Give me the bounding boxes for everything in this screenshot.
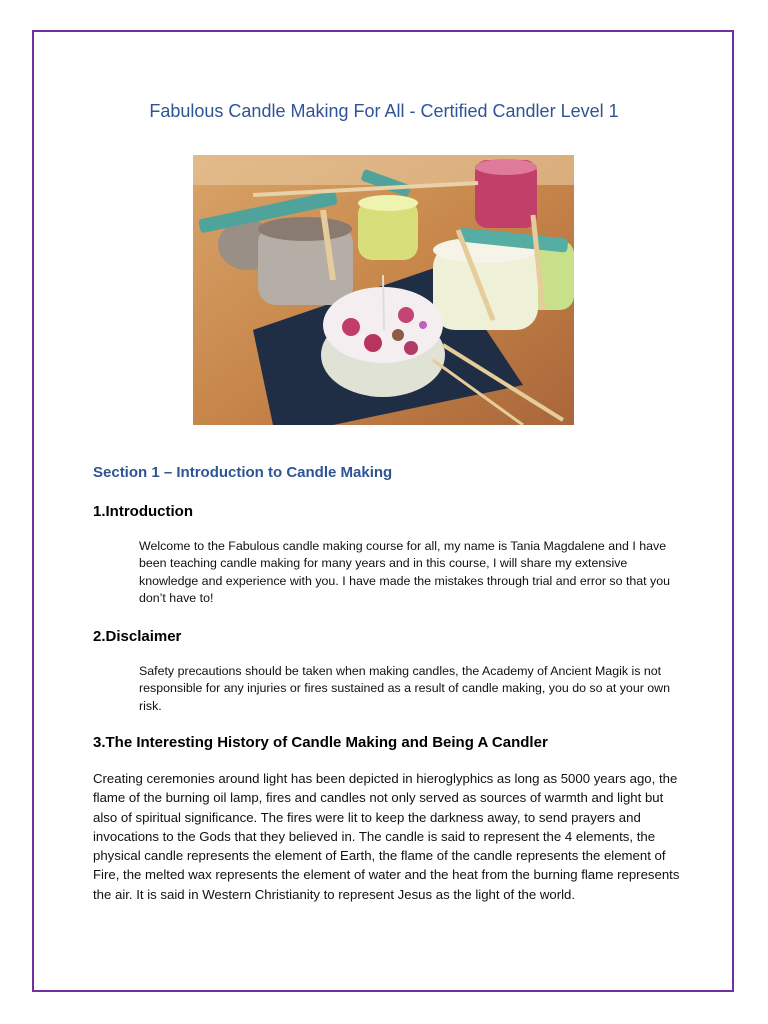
- introduction-text: Welcome to the Fabulous candle making course for all, my name is Tania Magdalene and I have been teaching candle making for many years and in this course, I will share my extensive knowledge and experience with you. I have made the mistakes through trial and error so that you don’t have to!: [139, 539, 671, 605]
- heading-introduction: 1.Introduction: [93, 503, 193, 520]
- section-heading: Section 1 – Introduction to Candle Making: [93, 464, 393, 481]
- candles-photo: [193, 155, 574, 425]
- heading-disclaimer: 2.Disclaimer: [93, 628, 182, 645]
- document-title: Fabulous Candle Making For All - Certified Candler Level 1: [149, 101, 619, 121]
- disclaimer-text: Safety precautions should be taken when making candles, the Academy of Ancient Magik is not responsible for any injuries or fires sustained as a result of candle making, you do so at your own risk.: [139, 664, 671, 713]
- heading-history: 3.The Interesting History of Candle Making and Being A Candler: [93, 734, 548, 751]
- history-text: Creating ceremonies around light has been depicted in hieroglyphics as long as 5000 years ago, the flame of the burning oil lamp, fires and candles not only served as sources of warmth and light but also of spiritual significance. The fires were lit to keep the darkness away, to send prayers and invocations to the Gods that they believed in. The candle is said to represent the 4 elements, the physical candle represents the element of Earth, the flame of the candle represents the element of Fire, the melted wax represents the element of water and the heat from the burning flame represents the air. It is said in Western Christianity to represent Jesus as the light of the world.: [93, 771, 680, 902]
